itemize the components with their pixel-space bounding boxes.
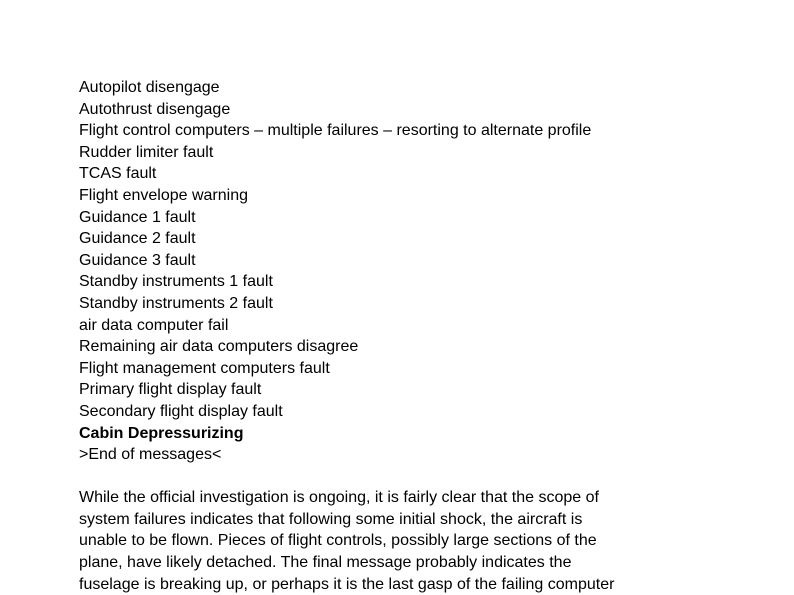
- message-line: Guidance 1 fault: [79, 208, 196, 226]
- paragraph-line: system failures indicates that following some initial shock, the aircraft is: [79, 510, 583, 528]
- message-line: Autopilot disengage: [79, 79, 220, 96]
- message-line: Remaining air data computers disagree: [79, 338, 359, 356]
- message-line: Cabin Depressurizing: [79, 424, 244, 442]
- message-line: Standby instruments 2 fault: [79, 294, 273, 312]
- paragraph-line: plane, have likely detached. The final message probably indicates the: [79, 554, 572, 572]
- message-line: Flight envelope warning: [79, 186, 248, 204]
- message-line: TCAS fault: [79, 165, 157, 183]
- paragraph-line: While the official investigation is ongoing, it is fairly clear that the scope of: [79, 489, 599, 507]
- message-line: Rudder limiter fault: [79, 143, 214, 161]
- message-line: Guidance 2 fault: [79, 230, 196, 248]
- message-line: Flight management computers fault: [79, 359, 330, 377]
- message-line: air data computer fail: [79, 316, 229, 334]
- message-line: Flight control computers – multiple failures – resorting to alternate profile: [79, 122, 592, 140]
- message-line: Standby instruments 1 fault: [79, 273, 273, 291]
- paragraph-line: fuselage is breaking up, or perhaps it is the last gasp of the failing computer: [79, 575, 615, 593]
- message-line: Primary flight display fault: [79, 381, 262, 399]
- document-page: [79, 77, 779, 595]
- message-line: >End of messages<: [79, 446, 222, 464]
- paragraph-line: unable to be flown. Pieces of flight controls, possibly large sections of the: [79, 532, 597, 550]
- message-line: Guidance 3 fault: [79, 251, 196, 269]
- message-line: Autothrust disengage: [79, 100, 231, 118]
- message-list: [79, 77, 779, 466]
- message-line: Secondary flight display fault: [79, 402, 283, 420]
- analysis-paragraph: [79, 487, 779, 595]
